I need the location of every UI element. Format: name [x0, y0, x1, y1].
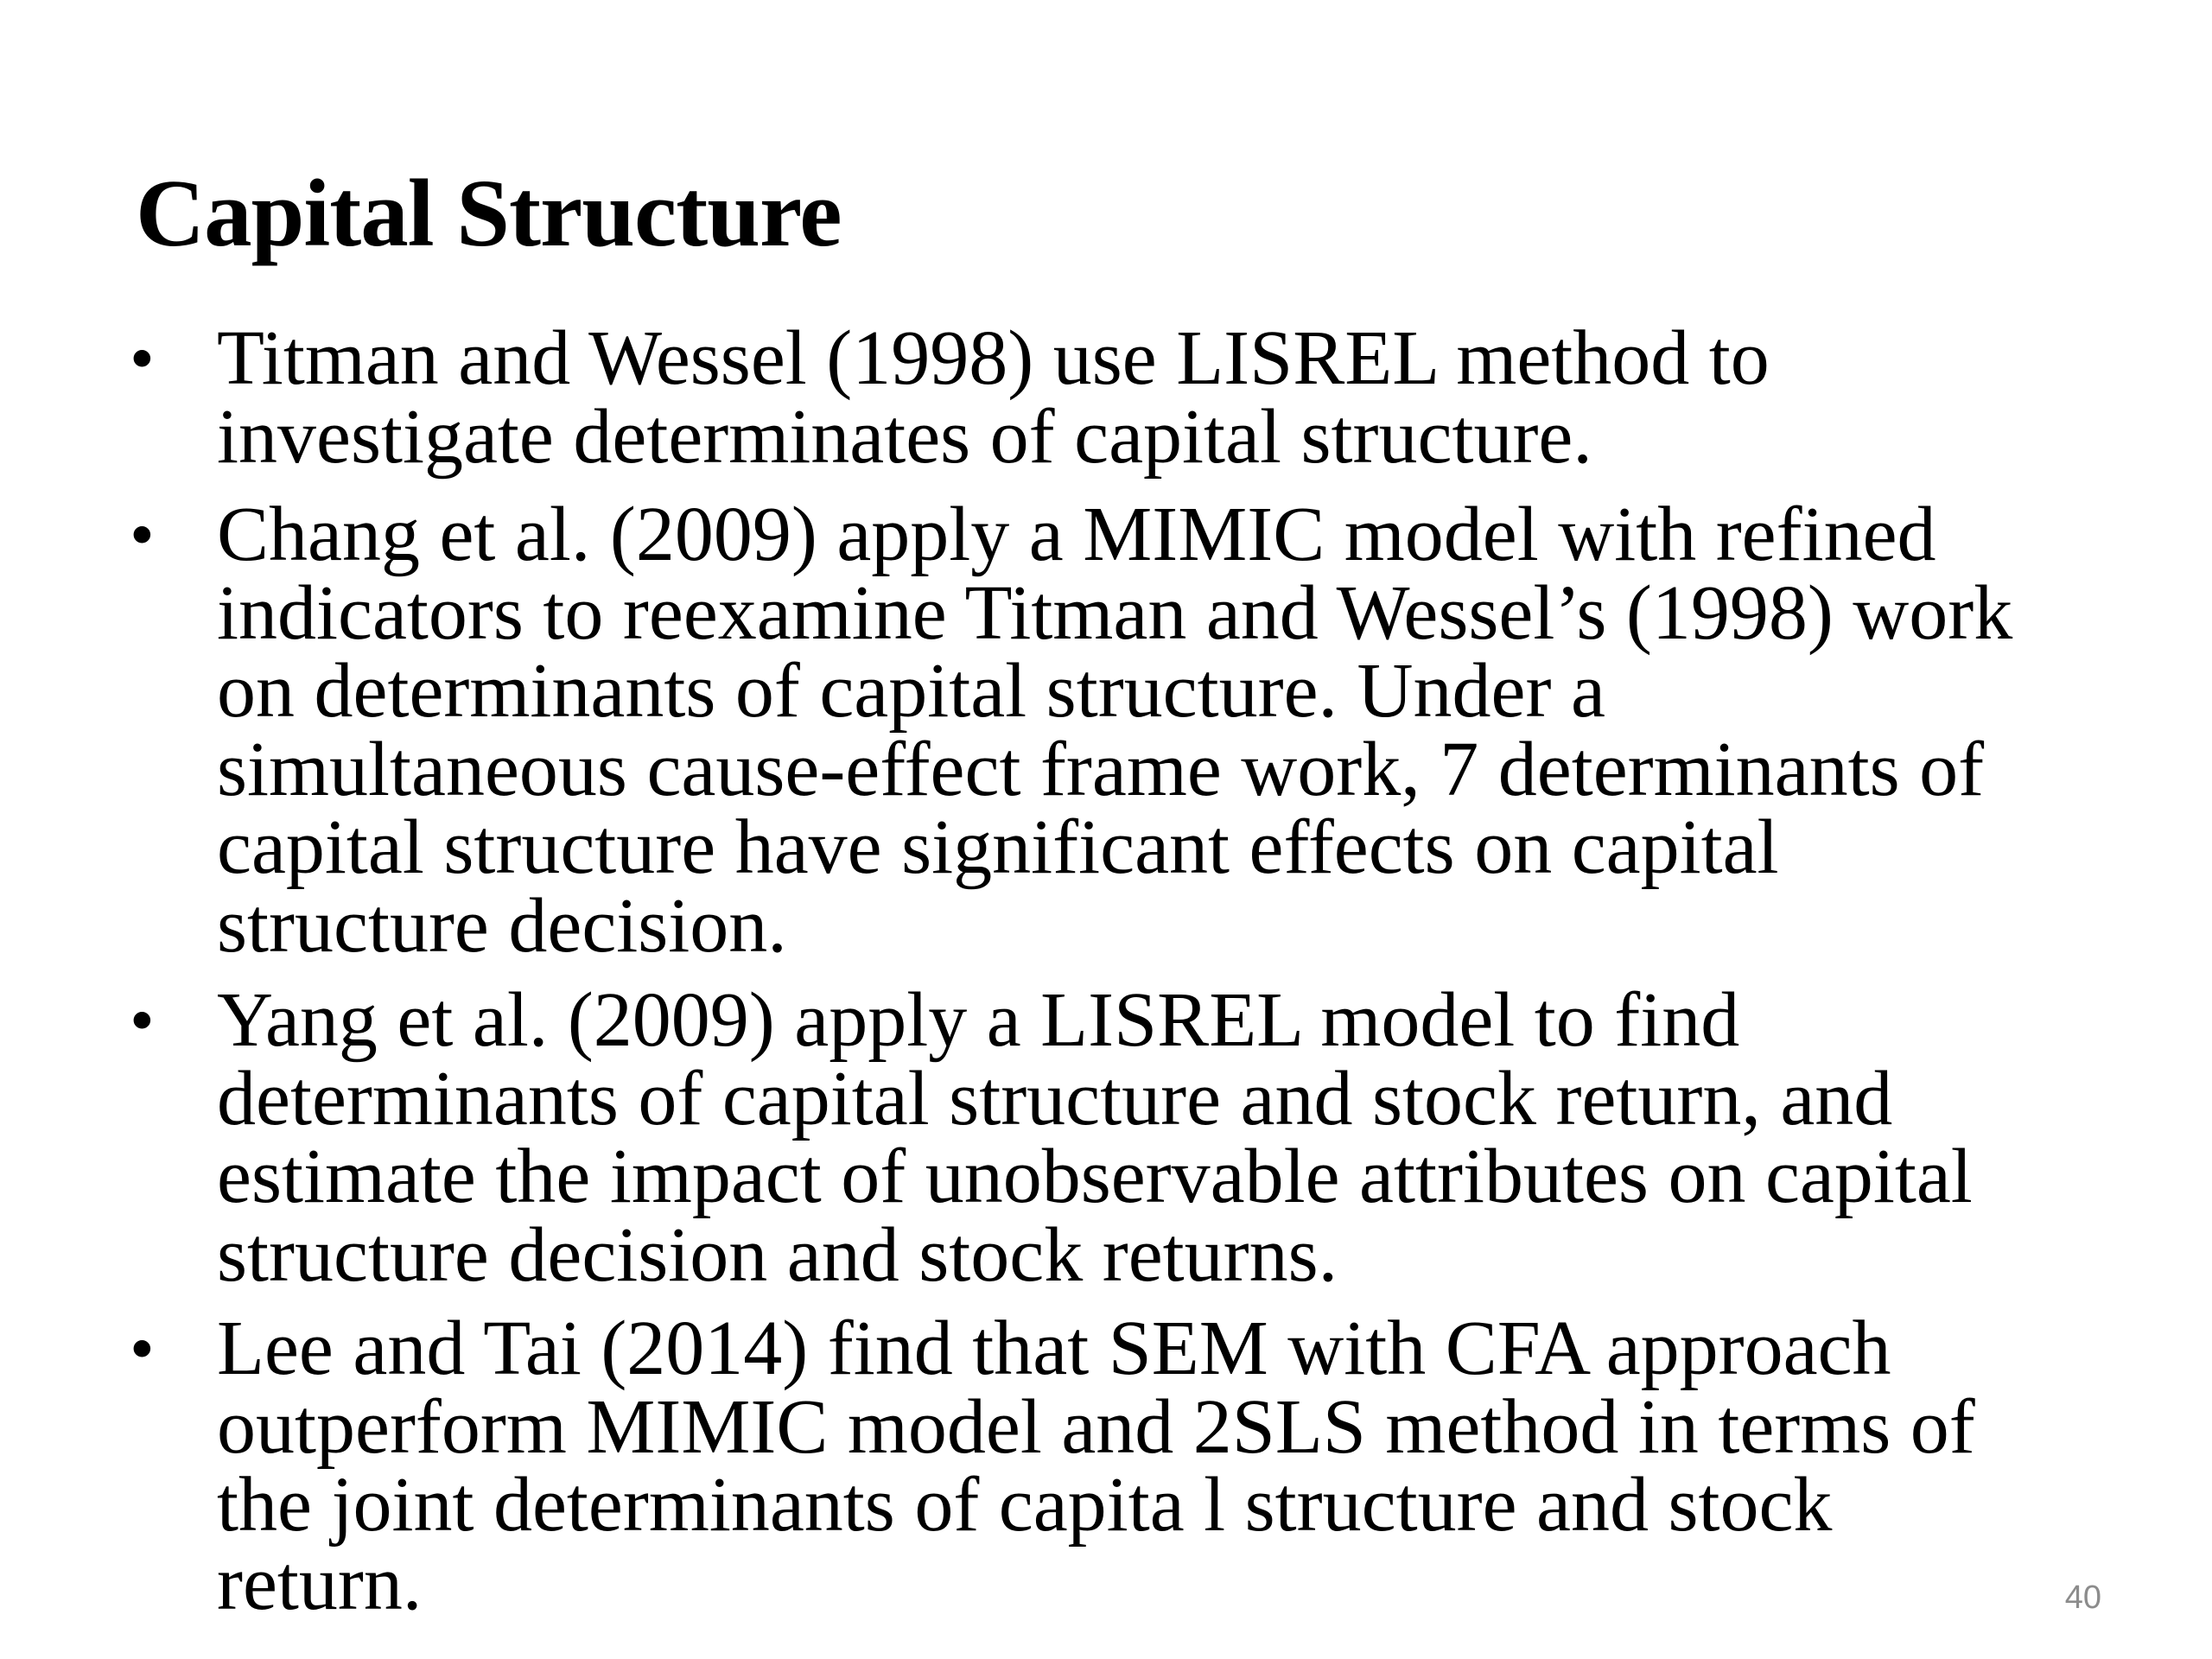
bullet-icon: •	[130, 981, 155, 1059]
bullet-line: Chang et al. (2009) apply a MIMIC model with refined	[217, 492, 1936, 577]
bullet-line: determinants of capital structure and stock return, and	[217, 1055, 1893, 1141]
page-number: 40	[2064, 1580, 2101, 1616]
bullet-icon: •	[130, 1309, 155, 1388]
bullet-text	[217, 492, 2013, 969]
bullet-line: structure decision.	[217, 882, 787, 969]
bullet-text	[217, 1306, 1975, 1626]
bullet-line: estimate the impact of unobservable attributes on capital	[217, 1134, 1973, 1219]
bullet-line: investigate determinates of capital structure.	[217, 393, 1592, 480]
bullet-line: Lee and Tai (2014) find that SEM with CFA approach	[217, 1306, 1891, 1391]
bullet-line: Yang et al. (2009) apply a LISREL model to find	[217, 977, 1740, 1063]
bullet-text	[217, 977, 1973, 1298]
bullet-icon: •	[130, 319, 155, 397]
bullet-line: outperform MIMIC model and 2SLS method in terms of	[217, 1383, 1975, 1470]
bullet-icon: •	[130, 495, 155, 574]
bullet-line: capital structure have significant effects on capital	[217, 804, 1779, 890]
bullet-line: Titman and Wessel (1998) use LISREL method to	[217, 315, 1770, 401]
bullet-line: structure decision and stock returns.	[217, 1211, 1338, 1298]
bullet-line: simultaneous cause-effect frame work, 7 determinants of	[217, 726, 1985, 812]
bullet-line: return.	[217, 1540, 423, 1626]
bullet-line: indicators to reexamine Titman and Wessel’s (1998) work	[217, 569, 2013, 656]
bullet-text	[217, 315, 1770, 480]
bullet-line: on determinants of capital structure. Under a	[217, 648, 1605, 734]
slide-title: Capital Structure	[136, 161, 842, 267]
bullet-line: the joint determinants of capita l structure and stock	[217, 1462, 1833, 1548]
